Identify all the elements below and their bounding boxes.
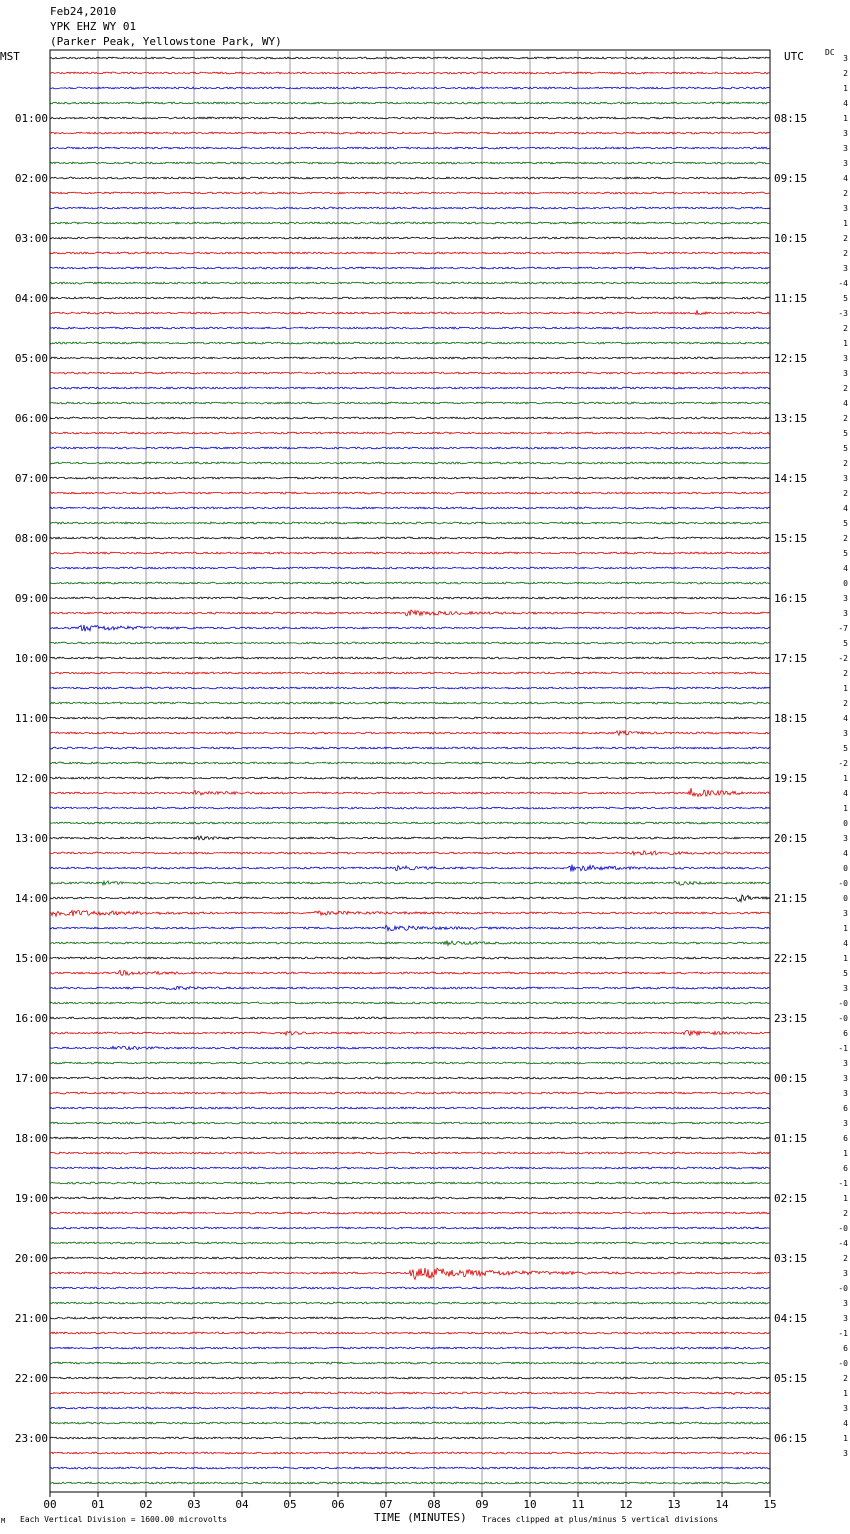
dc-offset-value: 3 [843,1119,848,1128]
seismic-trace [50,282,770,284]
dc-offset-value: 3 [843,159,848,168]
seismic-trace [50,1392,770,1395]
seismic-trace [50,507,770,509]
seismic-trace [50,1030,770,1035]
dc-offset-value: 2 [843,459,848,468]
dc-offset-value: 5 [843,429,848,438]
mst-hour-label: 02:00 [14,172,48,185]
seismic-trace [50,267,770,269]
utc-hour-label: 17:15 [774,652,808,665]
seismic-trace [50,941,770,946]
seismic-trace [50,865,770,872]
seismic-trace [50,1467,770,1469]
seismic-trace [50,297,770,299]
dc-offset-value: 4 [843,504,848,513]
seismic-trace [50,132,770,134]
scale-note: Each Vertical Division = 1600.00 microvolts [20,1515,228,1524]
x-tick-label: 02 [139,1498,153,1511]
dc-offset-value: 3 [843,984,848,993]
dc-offset-value: 1 [843,1389,848,1398]
dc-offset-value: 5 [843,444,848,453]
dc-offset-value: 2 [843,189,848,198]
x-tick-label: 15 [763,1498,777,1511]
seismic-trace [50,372,770,374]
dc-offset-value: 2 [843,324,848,333]
dc-offset-value: 1 [843,774,848,783]
dc-offset-value: 1 [843,924,848,933]
utc-hour-label: 12:15 [774,352,808,365]
seismic-trace [50,970,770,975]
dc-offset-value: 2 [843,384,848,393]
seismic-trace [50,147,770,149]
seismic-trace [50,1197,770,1199]
dc-offset-value: 1 [843,114,848,123]
seismic-trace [50,957,770,959]
dc-offset-value: 3 [843,1449,848,1458]
dc-offset-value: 3 [843,609,848,618]
seismic-trace [50,1046,770,1050]
utc-hour-label: 06:15 [774,1432,808,1445]
dc-offset-value: 6 [843,1344,848,1353]
seismic-trace [50,1377,770,1379]
x-tick-label: 12 [619,1498,633,1511]
seismic-trace [50,1268,770,1280]
seismic-trace [50,417,770,419]
dc-offset-value: 2 [843,249,848,258]
mst-hour-label: 16:00 [14,1012,48,1025]
seismic-trace [50,1242,770,1244]
seismic-trace [50,102,770,104]
dc-offset-value: 2 [843,534,848,543]
seismic-trace [50,567,770,569]
seismic-trace [50,642,770,644]
seismic-trace [50,1437,770,1439]
dc-offset-value: -0 [838,1359,848,1368]
dc-offset-value: 1 [843,219,848,228]
seismic-trace [50,881,770,885]
dc-offset-value: 1 [843,339,848,348]
seismic-trace [50,552,770,554]
seismic-trace [50,925,770,930]
dc-offset-value: 3 [843,909,848,918]
seismic-trace [50,851,770,855]
dc-offset-value: 2 [843,1209,848,1218]
utc-hour-label: 01:15 [774,1132,808,1145]
dc-offset-value: -4 [838,1239,848,1248]
seismic-trace [50,822,770,824]
dc-offset-value: 3 [843,354,848,363]
utc-hour-label: 21:15 [774,892,808,905]
mst-hour-label: 15:00 [14,952,48,965]
dc-offset-value: -1 [838,1179,848,1188]
dc-offset-value: 3 [843,264,848,273]
dc-offset-value: 3 [843,1404,848,1413]
seismic-trace [50,986,770,989]
seismic-trace [50,1092,770,1094]
seismic-trace [50,1347,770,1349]
seismic-trace [50,672,770,674]
seismic-trace [50,387,770,389]
mst-hour-label: 06:00 [14,412,48,425]
x-tick-label: 06 [331,1498,345,1511]
dc-offset-value: 3 [843,204,848,213]
utc-hour-label: 10:15 [774,232,808,245]
dc-offset-value: 0 [843,579,848,588]
dc-offset-value: -0 [838,1284,848,1293]
dc-offset-value: 1 [843,954,848,963]
utc-hour-label: 23:15 [774,1012,808,1025]
dc-offset-value: 4 [843,714,848,723]
dc-offset-value: -0 [838,879,848,888]
seismic-trace [50,72,770,74]
x-tick-label: 10 [523,1498,537,1511]
seismic-trace [50,177,770,179]
mst-hour-label: 20:00 [14,1252,48,1265]
dc-offset-value: 3 [843,834,848,843]
utc-hour-label: 08:15 [774,112,808,125]
seismic-trace [50,1182,770,1184]
dc-offset-value: 3 [843,1269,848,1278]
mst-hour-label: 07:00 [14,472,48,485]
utc-hour-label: 11:15 [774,292,808,305]
dc-offset-value: -0 [838,1224,848,1233]
dc-offset-value: -3 [838,309,848,318]
dc-offset-value: 3 [843,129,848,138]
seismic-trace [50,610,770,616]
dc-offset-value: 3 [843,729,848,738]
mst-hour-label: 04:00 [14,292,48,305]
seismic-trace [50,310,770,314]
dc-offset-value: 4 [843,99,848,108]
seismic-trace [50,87,770,89]
dc-offset-value: 3 [843,1059,848,1068]
seismic-trace [50,762,770,764]
mst-hour-label: 09:00 [14,592,48,605]
seismic-trace [50,1482,770,1484]
dc-offset-value: -1 [838,1329,848,1338]
x-tick-label: 08 [427,1498,441,1511]
dc-offset-value: -1 [838,1044,848,1053]
utc-hour-label: 03:15 [774,1252,808,1265]
x-axis-title: TIME (MINUTES) [374,1511,467,1524]
seismic-trace [50,1422,770,1424]
dc-offset-value: 0 [843,864,848,873]
seismic-trace [50,788,770,796]
seismic-trace [50,222,770,224]
dc-offset-value: 0 [843,819,848,828]
dc-offset-value: 3 [843,1089,848,1098]
seismic-trace [50,342,770,344]
seismic-trace [50,1002,770,1004]
dc-offset-value: -2 [838,654,848,663]
dc-offset-value: 3 [843,1074,848,1083]
dc-offset-value: 2 [843,489,848,498]
seismic-trace [50,657,770,659]
utc-hour-label: 14:15 [774,472,808,485]
dc-offset-value: 5 [843,294,848,303]
dc-offset-value: 2 [843,1374,848,1383]
dc-offset-value: 5 [843,639,848,648]
dc-offset-value: 6 [843,1029,848,1038]
x-tick-label: 03 [187,1498,201,1511]
dc-offset-value: 2 [843,699,848,708]
mst-hour-label: 03:00 [14,232,48,245]
mst-hour-label: 14:00 [14,892,48,905]
seismic-trace [50,1452,770,1454]
mst-hour-label: 11:00 [14,712,48,725]
x-tick-label: 11 [571,1498,585,1511]
dc-offset-value: 2 [843,69,848,78]
dc-offset-value: 1 [843,684,848,693]
utc-hour-label: 13:15 [774,412,808,425]
mst-hour-label: 19:00 [14,1192,48,1205]
seismic-trace [50,237,770,239]
seismic-trace [50,327,770,329]
utc-hour-label: 20:15 [774,832,808,845]
dc-offset-value: -2 [838,759,848,768]
dc-offset-value: 2 [843,414,848,423]
seismic-trace [50,447,770,449]
dc-offset-value: 1 [843,1149,848,1158]
seismic-trace [50,1362,770,1364]
utc-hour-label: 02:15 [774,1192,808,1205]
utc-hour-label: 19:15 [774,772,808,785]
dc-offset-value: 2 [843,669,848,678]
seismic-trace [50,1107,770,1109]
seismic-trace [50,731,770,735]
seismic-trace [50,1302,770,1304]
x-tick-label: 14 [715,1498,729,1511]
seismic-trace [50,1137,770,1139]
right-timezone-label: UTC [784,50,804,63]
seismic-trace [50,1227,770,1229]
seismic-trace [50,1332,770,1334]
seismic-trace [50,625,770,631]
dc-offset-header: DC [825,48,835,57]
dc-offset-value: 5 [843,519,848,528]
x-tick-label: 13 [667,1498,681,1511]
dc-offset-value: 5 [843,969,848,978]
seismic-trace [50,895,770,902]
seismic-trace [50,807,770,809]
seismic-trace [50,777,770,779]
dc-offset-value: 0 [843,894,848,903]
dc-offset-value: -7 [838,624,848,633]
seismic-trace [50,1287,770,1289]
corner-mark: M [1,1517,6,1525]
x-tick-label: 00 [43,1498,57,1511]
mst-hour-label: 12:00 [14,772,48,785]
dc-offset-value: 4 [843,564,848,573]
dc-offset-value: 5 [843,744,848,753]
utc-hour-label: 18:15 [774,712,808,725]
dc-offset-value: 3 [843,1299,848,1308]
seismic-trace [50,597,770,599]
plot-frame [50,50,770,1492]
seismic-trace [50,1257,770,1259]
seismic-trace [50,1017,770,1019]
dc-offset-value: -0 [838,999,848,1008]
dc-offset-value: 4 [843,399,848,408]
mst-hour-label: 17:00 [14,1072,48,1085]
dc-offset-value: 1 [843,84,848,93]
seismic-trace [50,537,770,539]
utc-hour-label: 09:15 [774,172,808,185]
mst-hour-label: 21:00 [14,1312,48,1325]
seismic-trace [50,1407,770,1409]
dc-offset-value: 3 [843,1314,848,1323]
seismic-trace [50,747,770,749]
seismic-trace [50,582,770,584]
mst-hour-label: 23:00 [14,1432,48,1445]
dc-offset-value: 6 [843,1134,848,1143]
seismic-trace [50,357,770,359]
x-tick-label: 05 [283,1498,297,1511]
mst-hour-label: 18:00 [14,1132,48,1145]
seismic-trace [50,207,770,209]
utc-hour-label: 15:15 [774,532,808,545]
dc-offset-value: -0 [838,1014,848,1023]
dc-offset-value: 5 [843,549,848,558]
seismic-trace [50,522,770,524]
station-code: YPK EHZ WY 01 [50,20,137,33]
seismic-trace [50,57,770,59]
seismic-trace [50,192,770,194]
seismic-trace [50,162,770,164]
dc-offset-value: 4 [843,1419,848,1428]
mst-hour-label: 08:00 [14,532,48,545]
seismic-trace [50,836,770,840]
mst-hour-label: 13:00 [14,832,48,845]
dc-offset-value: 1 [843,1194,848,1203]
clip-note: Traces clipped at plus/minus 5 vertical divisions [482,1515,719,1524]
dc-offset-value: 3 [843,474,848,483]
seismic-trace [50,402,770,404]
seismic-trace [50,492,770,494]
utc-hour-label: 05:15 [774,1372,808,1385]
utc-hour-label: 04:15 [774,1312,808,1325]
mst-hour-label: 05:00 [14,352,48,365]
utc-hour-label: 16:15 [774,592,808,605]
seismic-trace [50,117,770,119]
utc-hour-label: 00:15 [774,1072,808,1085]
seismic-trace [50,1212,770,1214]
dc-offset-value: 2 [843,234,848,243]
seismic-trace [50,911,770,917]
seismic-trace [50,1317,770,1319]
dc-offset-value: 1 [843,1434,848,1443]
seismic-trace [50,717,770,719]
dc-offset-value: 2 [843,1254,848,1263]
mst-hour-label: 10:00 [14,652,48,665]
seismic-trace [50,252,770,254]
dc-offset-value: 4 [843,939,848,948]
dc-offset-value: 3 [843,144,848,153]
seismic-trace [50,1122,770,1124]
dc-offset-value: 1 [843,804,848,813]
mst-hour-label: 22:00 [14,1372,48,1385]
station-location: (Parker Peak, Yellowstone Park, WY) [50,35,282,48]
seismic-trace [50,462,770,464]
dc-offset-value: 6 [843,1164,848,1173]
record-date: Feb24,2010 [50,5,117,18]
x-tick-label: 07 [379,1498,393,1511]
seismic-trace [50,1062,770,1064]
left-timezone-label: MST [0,50,20,63]
seismic-trace [50,432,770,434]
seismic-trace [50,1152,770,1154]
dc-offset-value: -4 [838,279,848,288]
seismic-trace [50,702,770,704]
dc-offset-value: 4 [843,789,848,798]
seismic-trace [50,477,770,479]
x-tick-label: 04 [235,1498,249,1511]
seismic-trace [50,1077,770,1079]
x-tick-label: 09 [475,1498,489,1511]
seismic-trace [50,1167,770,1169]
utc-hour-label: 22:15 [774,952,808,965]
dc-offset-value: 4 [843,174,848,183]
dc-offset-value: 6 [843,1104,848,1113]
dc-offset-value: 4 [843,849,848,858]
mst-hour-label: 01:00 [14,112,48,125]
dc-offset-value: 3 [843,369,848,378]
seismic-trace [50,687,770,689]
dc-offset-value: 3 [843,594,848,603]
x-tick-label: 01 [91,1498,105,1511]
dc-offset-value: 3 [843,54,848,63]
